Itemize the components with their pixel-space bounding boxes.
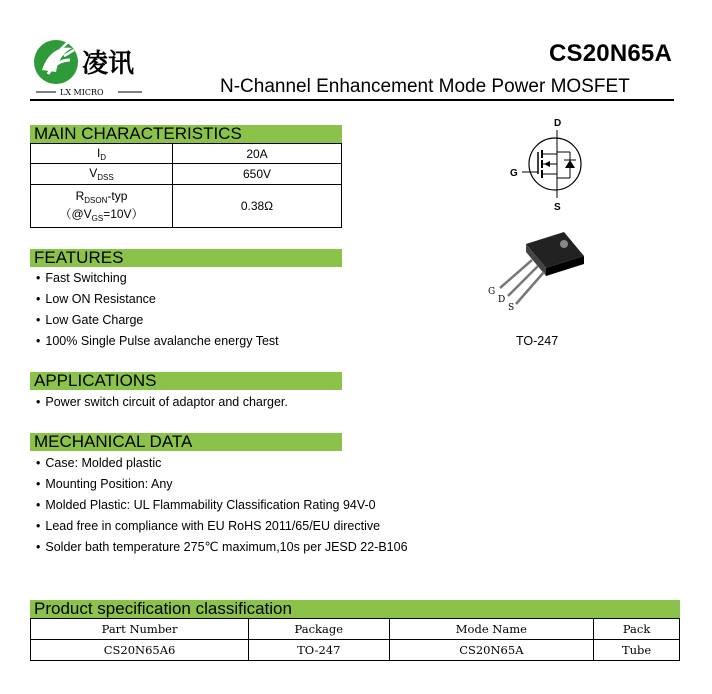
part-number-title: CS20N65A <box>549 40 672 67</box>
list-item: • 100% Single Pulse avalanche energy Test <box>36 331 279 352</box>
list-item: • Case: Molded plastic <box>36 453 408 474</box>
source-label: S <box>554 202 561 212</box>
cell: Tube <box>594 640 680 661</box>
applications-list <box>36 392 288 413</box>
pin-d-label: D <box>498 295 506 305</box>
main-characteristics-table <box>30 143 342 228</box>
list-item: • Lead free in compliance with EU RoHS 2011/65/EU directive <box>36 516 408 537</box>
mechanical-data-heading: MECHANICAL DATA <box>30 433 342 451</box>
header-cell: Mode Name <box>389 619 594 640</box>
mosfet-symbol <box>500 112 610 212</box>
header-cell: Pack <box>594 619 680 640</box>
value-cell: 0.38Ω <box>173 185 342 228</box>
document-subtitle: N-Channel Enhancement Mode Power MOSFET <box>220 76 630 97</box>
header-cell: Part Number <box>31 619 249 640</box>
package-label: TO-247 <box>516 334 559 348</box>
table-row <box>31 144 342 164</box>
cell: CS20N65A <box>389 640 594 661</box>
list-item: • Power switch circuit of adaptor and charger. <box>36 392 288 413</box>
list-item: • Low ON Resistance <box>36 289 279 310</box>
features-list <box>36 268 279 352</box>
logo-subtext: LX MICRO <box>60 88 104 97</box>
applications-heading: APPLICATIONS <box>30 372 342 390</box>
param-cell: $I_D$ <box>31 144 173 164</box>
list-item: • Solder bath temperature 275℃ maximum,10s per JESD 22-B106 <box>36 537 408 558</box>
to247-package-drawing <box>486 226 596 316</box>
cell: TO-247 <box>249 640 389 661</box>
pin-s-label: S <box>508 303 515 313</box>
list-item: • Low Gate Charge <box>36 310 279 331</box>
spec-table <box>30 618 680 661</box>
table-row <box>31 185 342 228</box>
value-cell: 20A <box>173 144 342 164</box>
spec-heading: Product specification classification <box>30 600 680 618</box>
table-header-row <box>31 619 680 640</box>
drain-label: D <box>554 118 562 129</box>
main-characteristics-heading: MAIN CHARACTERISTICS <box>30 125 342 143</box>
list-item: • Molded Plastic: UL Flammability Classification Rating 94V-0 <box>36 495 408 516</box>
table-row <box>31 640 680 661</box>
cell: CS20N65A6 <box>31 640 249 661</box>
features-heading: FEATURES <box>30 249 342 267</box>
pin-g-label: G <box>488 287 496 297</box>
list-item: • Fast Switching <box>36 268 279 289</box>
mechanical-list <box>36 453 408 558</box>
header-cell: Package <box>249 619 389 640</box>
param-cell: $V_{DSS}$ <box>31 164 173 185</box>
gate-label: G <box>510 168 518 179</box>
header-divider <box>30 99 674 101</box>
param-cell: $R_{DSON}$-typ $(@V_{GS}=10V)$ <box>31 185 173 228</box>
company-logo <box>30 34 160 102</box>
list-item: • Mounting Position: Any <box>36 474 408 495</box>
table-row <box>31 164 342 185</box>
logo-text: 凌讯 <box>82 49 135 79</box>
value-cell: 650V <box>173 164 342 185</box>
